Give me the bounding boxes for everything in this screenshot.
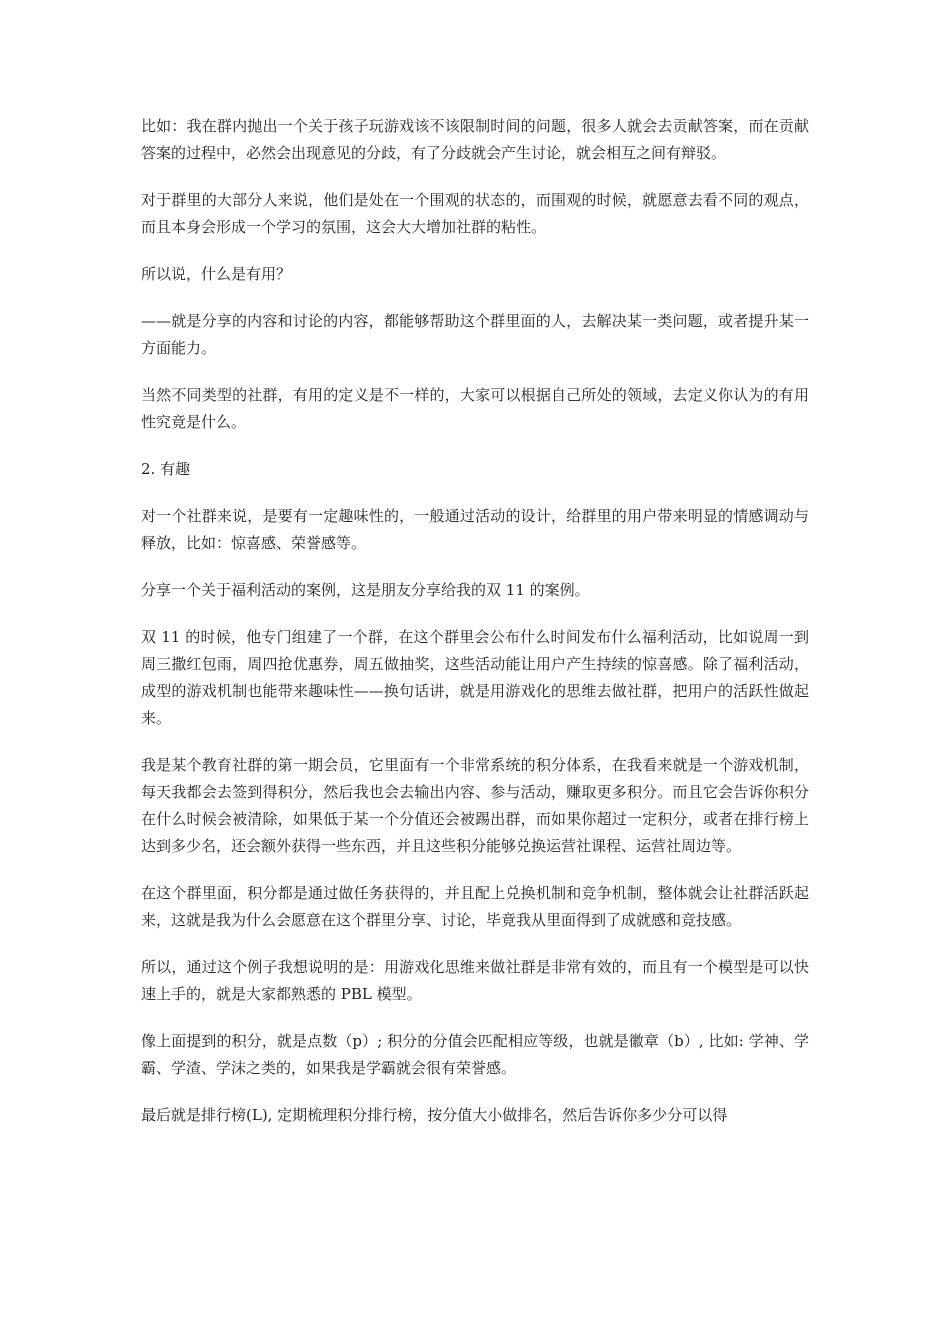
paragraph-5: 当然不同类型的社群，有用的定义是不一样的，大家可以根据自己所处的领域，去定义你认为的有用性究竟是什么。 [141, 386, 809, 431]
paragraph-10: 在这个群里面，积分都是通过做任务获得的，并且配上兑换机制和竞争机制，整体就会让社群活跃起来，这就是我为什么会愿意在这个群里分享、讨论，毕竟我从里面得到了成就感和竞技感。 [141, 884, 809, 929]
paragraph-9: 我是某个教育社群的第一期会员，它里面有一个非常系统的积分体系，在我看来就是一个游戏机制，每天我都会去签到得积分，然后我也会去输出内容、参与活动，赚取更多积分。而且它会告诉你积分在什么时候会被清除，如果低于某一个分值还会被踢出群，而如果你超过一定积分，或者在排行榜上达到多少名，还会额外获得一些东西，并且这些积分能够兑换运营社课程、运营社周边等。 [141, 756, 809, 855]
paragraph-3: 所以说，什么是有用？ [141, 265, 292, 283]
paragraph-7: 分享一个关于福利活动的案例，这是朋友分享给我的双 11 的案例。 [141, 581, 590, 599]
paragraph-11: 所以，通过这个例子我想说明的是：用游戏化思维来做社群是非常有效的，而且有一个模型是可以快速上手的，就是大家都熟悉的 PBL 模型。 [141, 958, 809, 1003]
paragraph-1: 比如：我在群内抛出一个关于孩子玩游戏该不该限制时间的问题，很多人就会去贡献答案，而在贡献答案的过程中，必然会出现意见的分歧，有了分歧就会产生讨论，就会相互之间有辩驳。 [141, 117, 809, 162]
paragraph-4: ——就是分享的内容和讨论的内容，都能够帮助这个群里面的人，去解决某一类问题，或者提升某一方面能力。 [141, 312, 809, 357]
paragraph-2: 对于群里的大部分人来说，他们是处在一个围观的状态的，而围观的时候，就愿意去看不同的观点，而且本身会形成一个学习的氛围，这会大大增加社群的粘性。 [141, 191, 809, 236]
paragraph-8: 双 11 的时候，他专门组建了一个群，在这个群里会公布什么时间发布什么福利活动，比如说周一到周三撒红包雨，周四抢优惠券，周五做抽奖，这些活动能让用户产生持续的惊喜感。除了福利活动，成型的游戏机制也能带来趣味性——换句话讲，就是用游戏化的思维去做社群，把用户的活跃性做起来。 [141, 628, 809, 727]
document-page [141, 113, 809, 1149]
paragraph-6: 对一个社群来说，是要有一定趣味性的，一般通过活动的设计，给群里的用户带来明显的情感调动与释放，比如：惊喜感、荣誉感等。 [141, 507, 809, 552]
paragraph-12: 像上面提到的积分，就是点数（p）; 积分的分值会匹配相应等级，也就是徽章（b）, 比如: 学神、学霸、学渣、学沫之类的，如果我是学霸就会很有荣誉感。 [141, 1032, 809, 1077]
section-heading: 2. 有趣 [141, 460, 191, 478]
paragraph-13: 最后就是排行榜(L), 定期梳理积分排行榜，按分值大小做排名，然后告诉你多少分可以得 [141, 1106, 728, 1124]
